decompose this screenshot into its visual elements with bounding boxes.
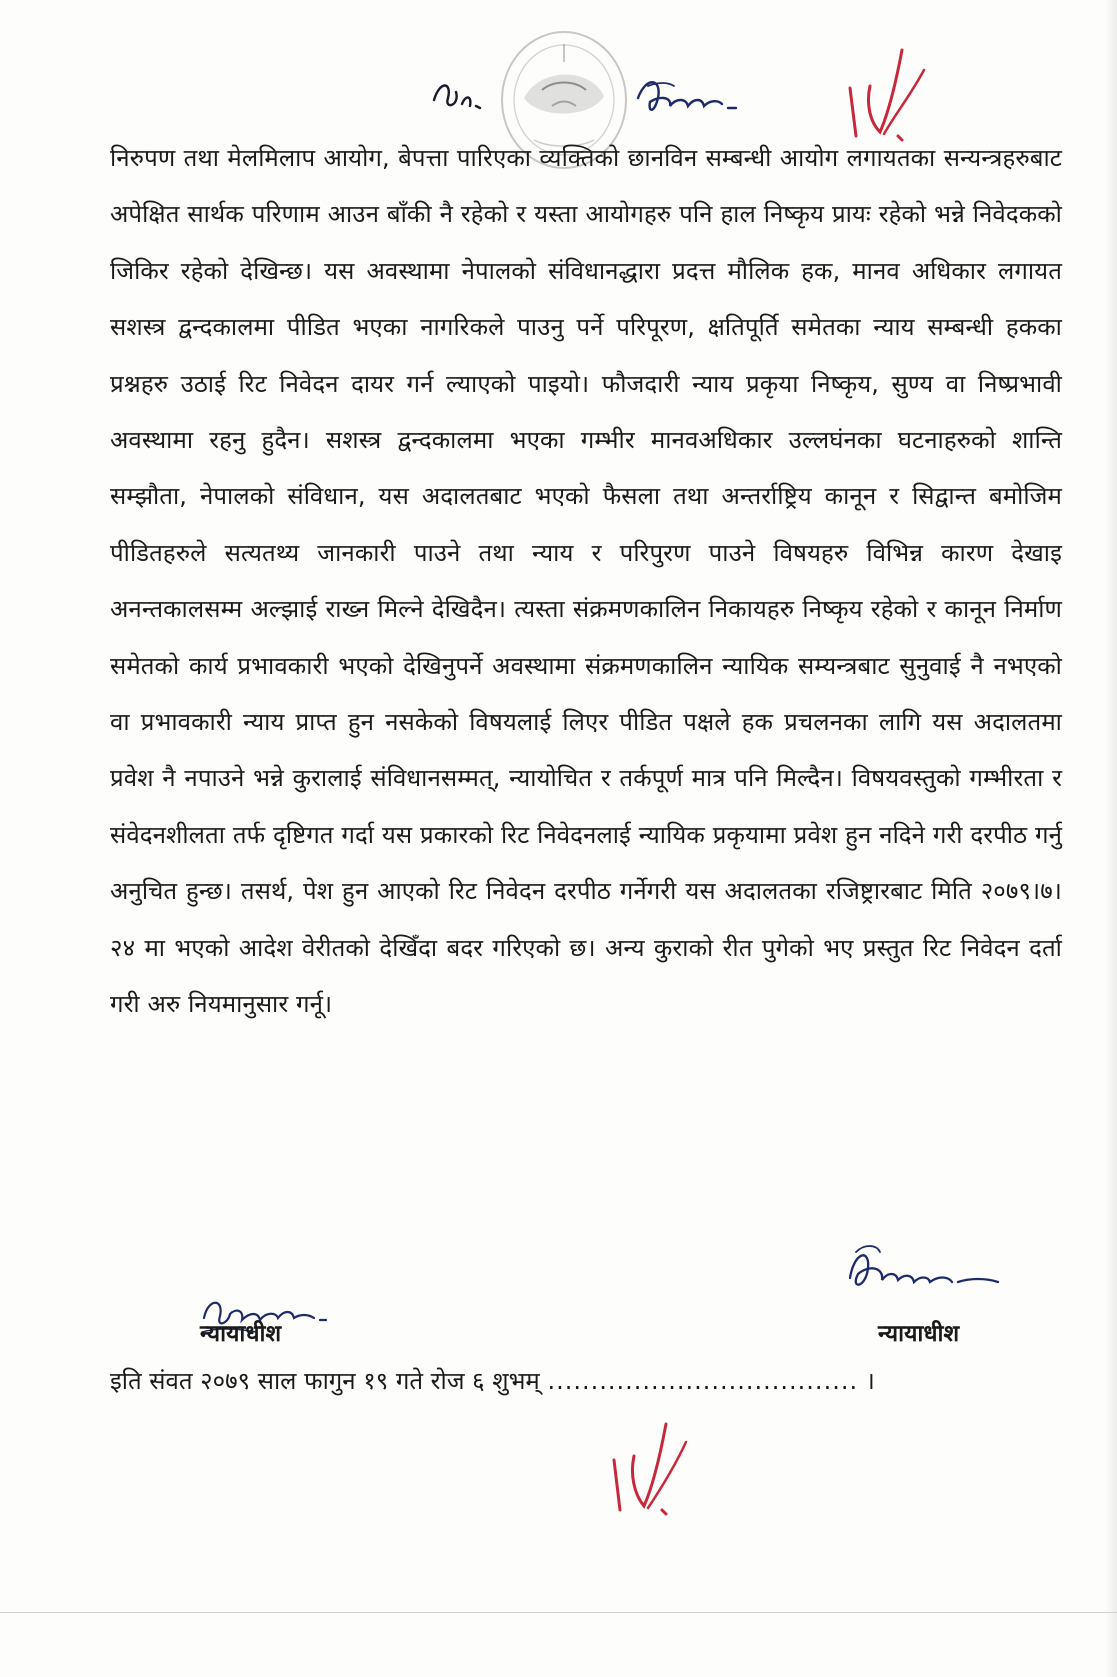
left-judge-title: न्यायाधीश <box>200 1321 282 1347</box>
red-initial-mark-bottom-icon <box>606 1410 696 1520</box>
right-judge-title: न्यायाधीश <box>878 1321 960 1347</box>
closing-end-mark: । <box>865 1367 875 1395</box>
scan-edge-shadow <box>1105 0 1117 1677</box>
top-signature-icon <box>628 68 758 128</box>
closing-blank: .................................... <box>547 1367 859 1395</box>
closing-text: इति संवत २०७९ साल फागुन १९ गते रोज ६ शुभम् <box>110 1367 540 1395</box>
top-left-initial-icon <box>426 70 496 120</box>
bottom-rule <box>0 1612 1117 1613</box>
closing-line <box>110 1364 875 1397</box>
judgment-paragraph: निरुपण तथा मेलमिलाप आयोग, बेपत्ता पारिएका व्यक्तिको छानविन सम्बन्धी आयोग लगायतका सन्यन्त्रहरुबाट अपेक्षित सार्थक परिणाम आउन बाँकी नै रहेको र यस्ता आयोगहरु पनि हाल निष्कृय प्रायः रहेको भन्ने निवेदकको जिकिर रहेको देखिन्छ। यस अवस्थामा नेपालको संविधानद्धारा प्रदत्त मौलिक हक, मानव अधिकार लगायत सशस्त्र द्वन्दकालमा पीडित भएका नागरिकले पाउनु पर्ने परिपूरण, क्षतिपूर्ति समेतका न्याय सम्बन्धी हकका प्रश्नहरु उठाई रिट निवेदन दायर गर्न ल्याएको पाइयो। फौजदारी न्याय प्रकृया निष्कृय, सुण्य वा निष्प्रभावी अवस्थामा रहनु हुदैन। सशस्त्र द्वन्दकालमा भएका गम्भीर मानवअधिकार उल्लघंनका घटनाहरुको शान्ति सम्झौता, नेपालको संविधान, यस अदालतबाट भएको फैसला तथा अन्तर्राष्ट्रिय कानून र सिद्वान्त बमोजिम पीडितहरुले सत्यतथ्य जानकारी पाउने तथा न्याय र परिपुरण पाउने विषयहरु विभिन्न कारण देखाइ अनन्तकालसम्म अल्झाई राख्न मिल्ने देखिदैन। त्यस्ता संक्रमणकालिन निकायहरु निष्कृय रहेको र कानून निर्माण समेतको कार्य प्रभावकारी भएको देखिनुपर्ने अवस्थामा संक्रमणकालिन न्यायिक सम्यन्त्रबाट सुनुवाई नै नभएको वा प्रभावकारी न्याय प्राप्त हुन नसकेको विषयलाई लिएर पीडित पक्षले हक प्रचलनका लागि यस अदालतमा प्रवेश नै नपाउने भन्ने कुरालाई संविधानसम्मत्, न्यायोचित र तर्कपूर्ण मात्र पनि मिल्दैन। विषयवस्तुको गम्भीरता र संवेदनशीलता तर्फ दृष्टिगत गर्दा यस प्रकारको रिट निवेदनलाई न्यायिक प्रकृयामा प्रवेश हुन नदिने गरी दरपीठ गर्नु अनुचित हुन्छ। तसर्थ, पेश हुन आएको रिट निवेदन दरपीठ गर्नेगरी यस अदालतका रजिष्ट्रारबाट मिति २०७९।७।२४ मा भएको आदेश वेरीतको देखिँदा बदर गरिएको छ। अन्य कुराको रीत पुगेको भए प्रस्तुत रिट निवेदन दर्ता गरी अरु नियमानुसार गर्नू। <box>110 144 1062 1019</box>
right-judge-signature-icon <box>830 1238 1020 1310</box>
